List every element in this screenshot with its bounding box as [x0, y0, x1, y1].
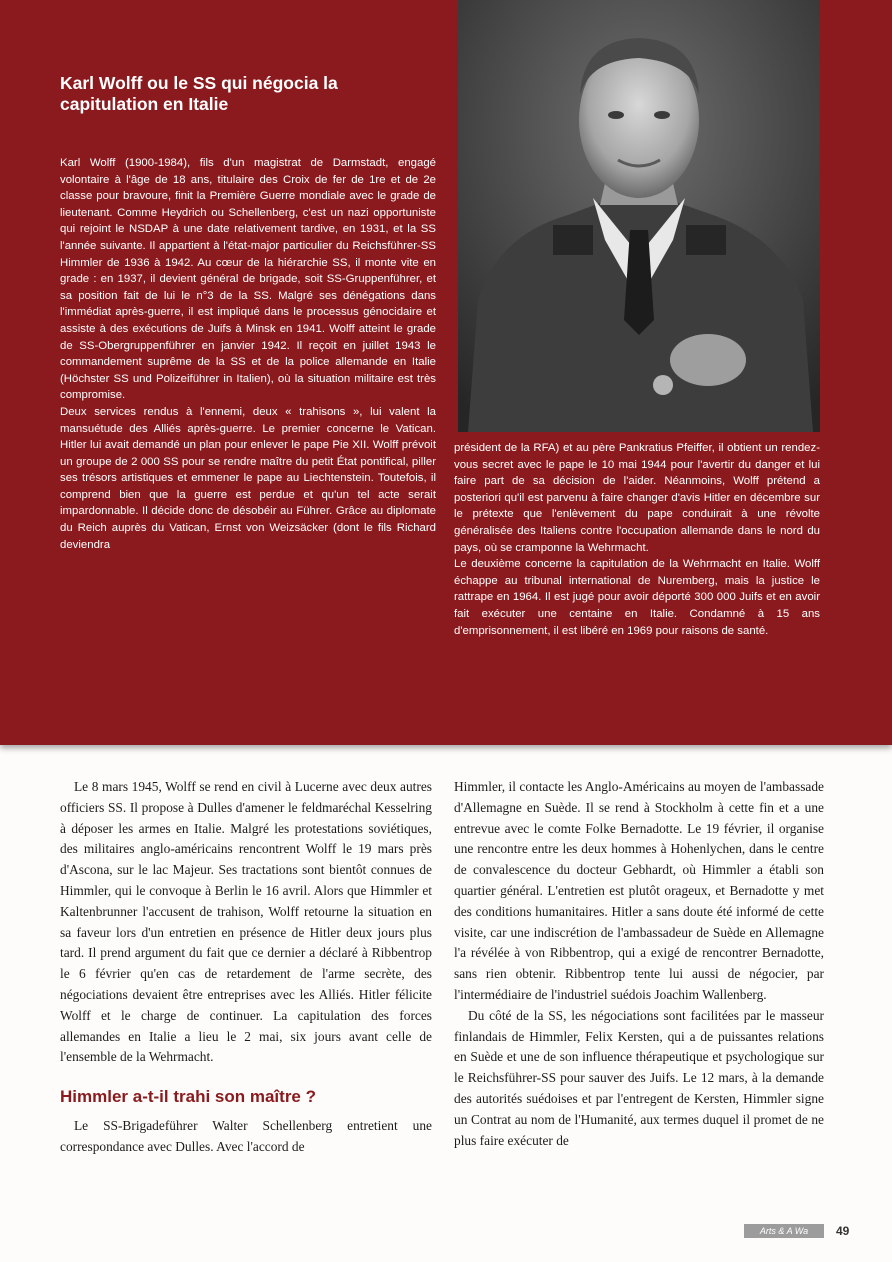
- article-column-left: [60, 777, 432, 1158]
- article-paragraph: Le 8 mars 1945, Wolff se rend en civil à Lucerne avec deux autres officiers SS. Il propose à Dulles d'amener le feldmaréchal Kesselring à déposer les armes en Italie. Malgré les protestations soviétiques, des militaires anglo-américains rencontrent Wolff le 19 mars près d'Ascona, sur le lac Majeur. Ses tractations sont bientôt connues de Himmler, qui le convoque à Berlin le 16 avril. Alors que Himmler et Kaltenbrunner l'accusent de trahison, Wolff retourne la situation en sa faveur lors d'un entretien en présence de Hitler deux jours plus tard. Il prend argument du fait que ce dernier a déclaré à Ribbentrop le 6 février qu'en cas de retardement de l'arme secrète, des négociations devaient être entreprises avec les Alliés. Hitler félicite Wolff et le charge de continuer. La capitulation des forces allemandes en Italie a lieu le 2 mai, six jours avant celle de l'ensemble de la Wehrmacht.: [60, 779, 432, 1065]
- portrait-illustration: [458, 0, 820, 432]
- sidebar-column-2: [454, 440, 820, 639]
- section-heading: Himmler a-t-il trahi son maître ?: [60, 1087, 316, 1107]
- sidebar-column-1: [60, 155, 436, 553]
- portrait-photo: [458, 0, 820, 432]
- sidebar-paragraph: président de la RFA) et au père Pankratius Pfeiffer, il obtient un rendez-vous secret avec le pape le 10 mai 1944 pour l'avertir du danger et lui faire part de sa décision de l'aider. Néanmoins, Wolff prétend a posteriori qu'il est parvenu à faire changer d'avis Hitler en décembre sur le prétexte que l'enlèvement du pape conduirait à une révolte généralisée des Italiens contre l'occupation allemande dans le nord du pays, où se cramponne la Wehrmacht.: [454, 442, 820, 554]
- sidebar-paragraph: Le deuxième concerne la capitulation de la Wehrmacht en Italie. Wolff échappe au tribunal international de Nuremberg, mais la justice le rattrape en 1964. Il est jugé pour avoir déporté 300 000 Juifs et en avoir fait exécuter une centaine en Italie. Condamné à 15 ans d'emprisonnement, il est libéré en 1969 pour raisons de santé.: [454, 558, 820, 637]
- article-paragraph: Le SS-Brigadeführer Walter Schellenberg entretient une correspondance avec Dulles. Avec l'accord de: [60, 1118, 432, 1154]
- article-paragraph: Himmler, il contacte les Anglo-Américains au moyen de l'ambassade d'Allemagne en Suède. Il se rend à Stockholm à cette fin et a une entrevue avec le comte Folke Bernadotte. Le 19 février, il organise une rencontre entre les deux hommes à Hohenlychen, dans le centre de convalescence du docteur Gebhardt, où Himmler a établi son quartier général. L'entretien est plutôt orageux, et Bernadotte y met des conditions humanitaires. Hitler a sans doute été informé de cette visite, car une indiscrétion de l'ambassadeur de Suède en Allemagne l'a révélée à von Ribbentrop, qui a exigé de rencontrer Bernadotte, sans rien obtenir. Ribbentrop tente lui aussi de négocier, par l'intermédiaire de l'industriel suédois Joachim Wallenberg.: [454, 779, 824, 1002]
- page-number: 49: [836, 1224, 850, 1238]
- article-column-right: [454, 777, 824, 1151]
- sidebar-paragraph: Karl Wolff (1900-1984), fils d'un magistrat de Darmstadt, engagé volontaire à l'âge de 18 ans, titulaire des Croix de fer de 1re et de 2e classe pour bravoure, finit la Première Guerre mondiale avec le grade de lieutenant. Comme Heydrich ou Schellenberg, c'est un nazi opportuniste qui rejoint le NSDAP à une date relativement tardive, en 1931, et la SS l'année suivante. Il appartient à l'état-major particulier du Reichsführer-SS Himmler de 1936 à 1942. Au cœur de la hiérarchie SS, il monte vite en grade : en 1937, il devient général de brigade, soit SS-Gruppenführer, et sa position fait de lui le n°3 de la SS. Malgré ses dénégations dans l'immédiat après-guerre, il est impliqué dans le processus génocidaire et assiste à des exécutions de Juifs à Minsk en 1941. Wolff atteint le grade de SS-Obergruppenführer en janvier 1942. Il reçoit en juillet 1943 le commandement suprême de la SS et de la police allemande en Italie (Höchster SS und Polizeiführer in Italien), où la situation militaire est très compromise.: [60, 157, 436, 402]
- article-paragraph: Du côté de la SS, les négociations sont facilitées par le masseur finlandais de Himmler, Felix Kersten, qui a de puissantes relations en Suède et une de son influence thérapeutique et psychologique sur le Reichsführer-SS pour sauver des Juifs. Le 12 mars, à la demande des autorités suédoises et par l'entregent de Kersten, Himmler signe un Contrat au nom de l'Humanité, aux termes duquel il promet de ne plus faire exécuter de: [454, 1007, 824, 1148]
- sidebar-title: Karl Wolff ou le SS qui négocia la capitulation en Italie: [60, 73, 338, 114]
- magazine-badge: Arts & A Wa: [744, 1224, 824, 1238]
- sidebar-paragraph: Deux services rendus à l'ennemi, deux « trahisons », lui valent la mansuétude des Alliés après-guerre. Le premier concerne le Vatican. Hitler lui avait demandé un plan pour enlever le pape Pie XII. Wolff prévoit un groupe de 2 000 SS pour se rendre maître du petit État pontifical, piller ses trésors artistiques et emmener le pape au Liechtenstein. Toutefois, il comprend bien que la guerre est perdue et qu'un tel acte serait impardonnable. Il décide donc de désobéir au Führer. Grâce au diplomate du Reich auprès du Vatican, Ernst von Weizsäcker (dont le fils Richard deviendra: [60, 405, 436, 551]
